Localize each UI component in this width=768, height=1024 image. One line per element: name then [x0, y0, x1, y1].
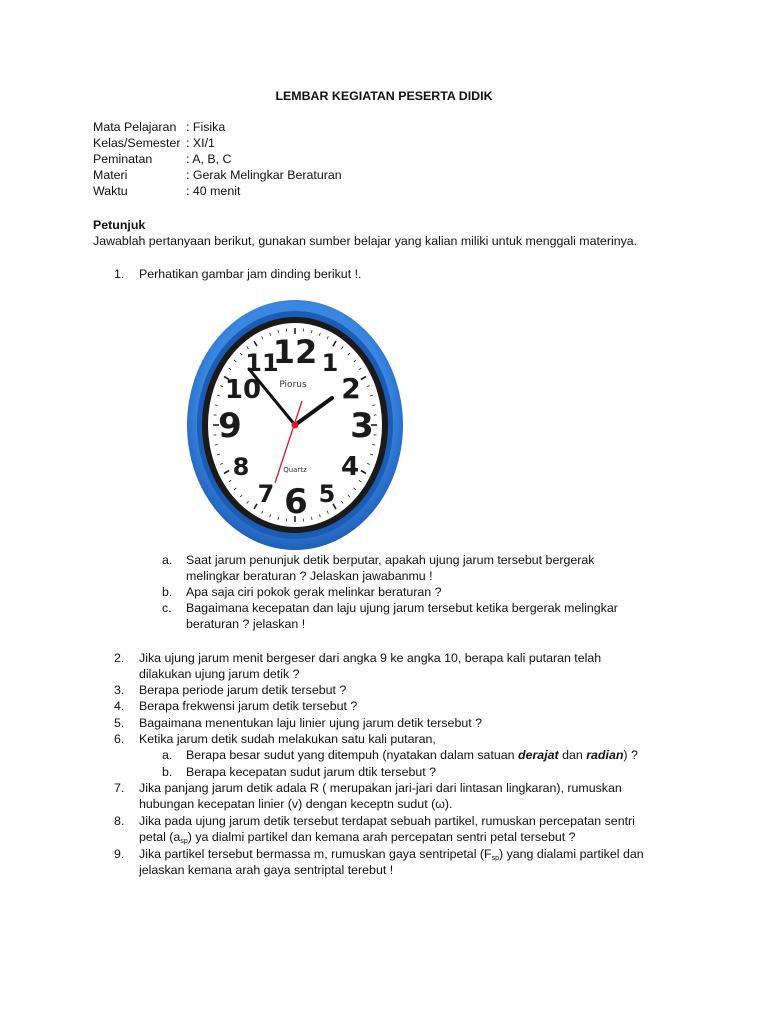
sub-text-line: melingkar beraturan ? Jelaskan jawabanmu ! — [186, 569, 433, 583]
text-part: petal (a — [139, 830, 181, 844]
sub-text-line: Saat jarum penunjuk detik berputar, apakah ujung jarum tersebut bergerak — [186, 553, 595, 567]
question-text-line: Berapa periode jarum detik tersebut ? — [139, 683, 347, 697]
question-text-line: Jika pada ujung jarum detik tersebut terdapat sebuah partikel, rumuskan percepatan sentri — [139, 814, 635, 828]
text-part: ) yang dialami partikel dan — [499, 847, 644, 861]
sub-letter: b. — [162, 585, 173, 599]
question-number: 2. — [114, 651, 125, 665]
sub-letter: a. — [162, 553, 173, 567]
clock-number-11: 11 — [245, 349, 279, 377]
question-number: 9. — [114, 847, 125, 861]
meta-row-time — [93, 183, 342, 199]
subscript: sp — [180, 838, 188, 845]
question-text-line — [139, 846, 684, 862]
page-title: LEMBAR KEGIATAN PESERTA DIDIK — [275, 89, 493, 103]
meta-value: : XI/1 — [186, 136, 215, 150]
clock-number-2: 2 — [341, 372, 361, 405]
question-number: 7. — [114, 781, 125, 795]
question-text-line: jelaskan kemana arah gaya sentriptal terebut ! — [139, 863, 394, 877]
meta-label: Kelas/Semester — [93, 136, 181, 150]
question-text-line: Jika panjang jarum detik adala R ( merupakan jari-jari dari lintasan lingkaran), rumuskan — [139, 781, 622, 795]
clock-number-9: 9 — [218, 406, 242, 446]
emphasis-derajat: derajat — [518, 748, 559, 762]
subject-info — [93, 119, 342, 199]
meta-label: Peminatan — [93, 152, 153, 166]
question-text-line: hubungan kecepatan linier (v) dengan keceptn sudut (ω). — [139, 797, 453, 811]
meta-value: : Gerak Melingkar Beraturan — [186, 168, 342, 182]
sub-letter: c. — [162, 601, 172, 615]
clock-number-8: 8 — [232, 453, 250, 481]
clock-number-12: 12 — [272, 333, 318, 371]
question-text: Perhatikan gambar jam dinding berikut !. — [139, 267, 362, 281]
emphasis-radian: radian — [586, 748, 624, 762]
meta-row-class — [93, 135, 342, 151]
meta-label: Mata Pelajaran — [93, 120, 177, 134]
question-number: 8. — [114, 814, 125, 828]
meta-label: Materi — [93, 168, 128, 182]
meta-value: : Fisika — [186, 120, 226, 134]
clock-number-5: 5 — [318, 480, 336, 508]
sub-text-part: Berapa besar sudut yang ditempuh (nyatakan dalam satuan — [186, 748, 519, 762]
clock-center-cap — [292, 422, 299, 429]
clock-number-1: 1 — [321, 349, 339, 377]
sub-text-part: dan — [558, 748, 587, 762]
question-number: 5. — [114, 716, 125, 730]
sub-text-line: Apa saja ciri pokok gerak melinkar beraturan ? — [186, 585, 442, 599]
question-text-line: Berapa frekwensi jarum detik tersebut ? — [139, 699, 358, 713]
text-part: Jika partikel tersebut bermassa m, rumuskan gaya sentripetal (F — [139, 847, 492, 861]
question-text-line — [139, 829, 684, 845]
meta-row-specialization — [93, 151, 342, 167]
question-number: 1. — [114, 267, 125, 281]
clock-number-10: 10 — [224, 375, 262, 405]
clock-number-4: 4 — [340, 452, 360, 482]
question-number: 6. — [114, 732, 125, 746]
clock-brand: Piorus — [279, 380, 307, 390]
instructions-heading: Petunjuk — [93, 218, 146, 232]
wall-clock-image — [185, 297, 405, 552]
sub-text-line: Berapa kecepatan sudut jarum dtik tersebut ? — [186, 765, 437, 779]
sub-text-part: ) ? — [623, 748, 638, 762]
question-text-line: Ketika jarum detik sudah melakukan satu kali putaran, — [139, 732, 436, 746]
meta-value: : 40 menit — [186, 184, 241, 198]
meta-value: : A, B, C — [186, 152, 232, 166]
meta-label: Waktu — [93, 184, 128, 198]
clock-number-7: 7 — [257, 480, 275, 508]
clock-number-3: 3 — [350, 406, 374, 446]
meta-row-topic — [93, 167, 342, 183]
subscript: sp — [491, 855, 499, 862]
question-number: 4. — [114, 699, 125, 713]
sub-text-line — [186, 747, 656, 763]
question-number: 3. — [114, 683, 125, 697]
meta-row-subject — [93, 119, 342, 135]
text-part: ) ya dialmi partikel dan kemana arah percepatan sentri petal tersebut ? — [187, 830, 576, 844]
sub-text-line: Bagaimana kecepatan dan laju ujung jarum tersebut ketika bergerak melingkar — [186, 601, 618, 615]
sub-letter: b. — [162, 765, 173, 779]
question-text-line: Jika ujung jarum menit bergeser dari angka 9 ke angka 10, berapa kali putaran telah — [139, 651, 602, 665]
question-text-line: dilakukan ujung jarum detik ? — [139, 667, 300, 681]
sub-letter: a. — [162, 748, 173, 762]
sub-text-line: beraturan ? jelaskan ! — [186, 617, 306, 631]
instructions-text: Jawablah pertanyaan berikut, gunakan sumber belajar yang kalian miliki untuk menggali materinya. — [93, 234, 638, 248]
question-text-line: Bagaimana menentukan laju linier ujung jarum detik tersebut ? — [139, 716, 483, 730]
clock-label: Quartz — [283, 466, 307, 474]
clock-number-6: 6 — [284, 482, 308, 522]
